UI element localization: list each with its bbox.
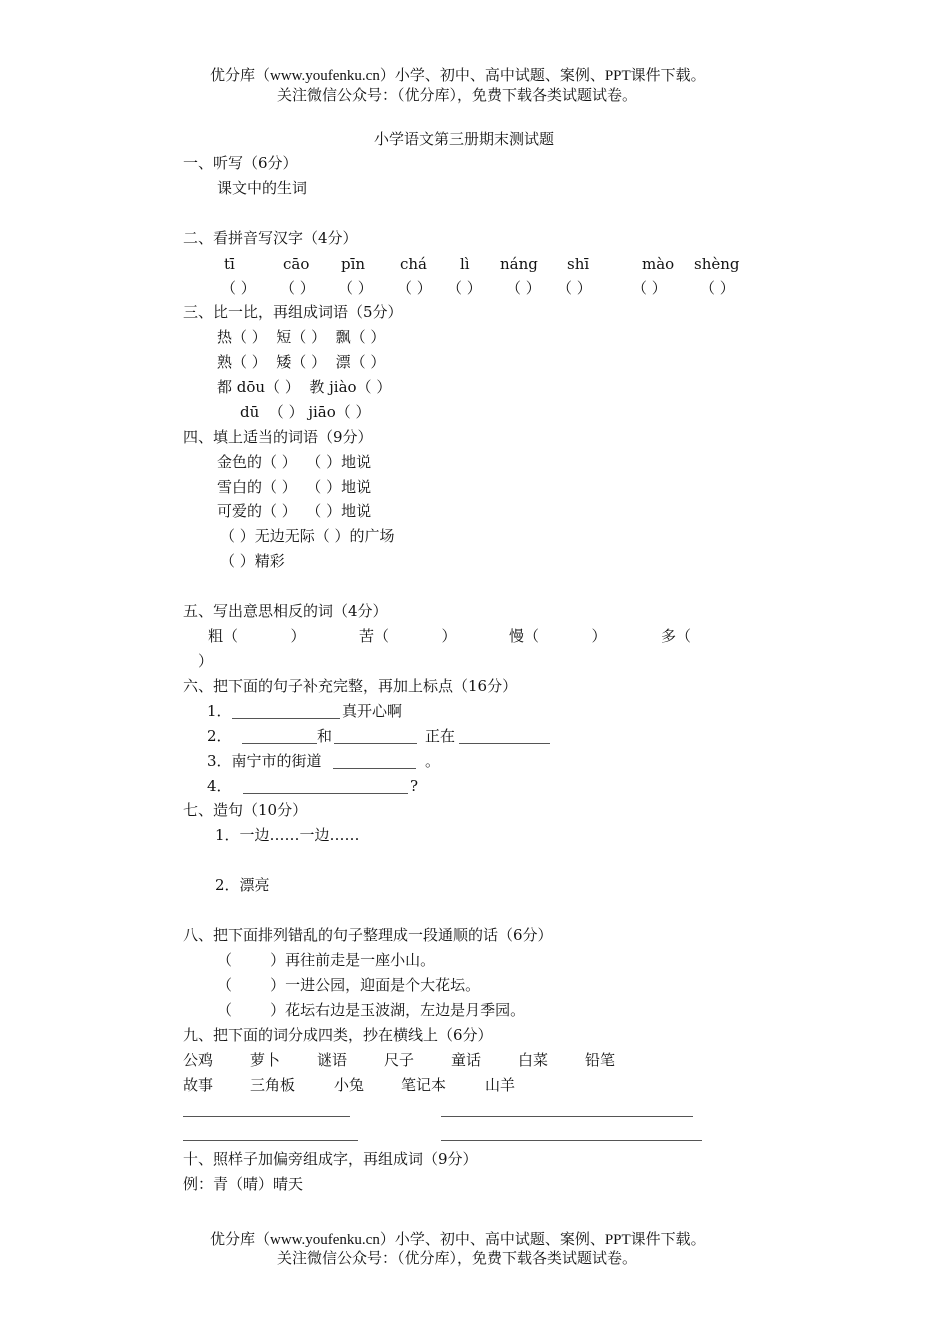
- section-8-row: （ ）再往前走是一座小山。: [217, 951, 436, 969]
- answer-blank: （ ）: [338, 279, 373, 297]
- item-number: 4．: [207, 777, 232, 795]
- section-4-row: （ ）无边无际（ ）的广场: [220, 527, 395, 545]
- word-item: 萝卜: [250, 1051, 281, 1069]
- section-8-row: （ ）花坛右边是玉波湖，左边是月季园。: [217, 1001, 526, 1019]
- section-1-heading: 一、听写（6分）: [183, 154, 298, 172]
- word-item: 尺子: [384, 1051, 415, 1069]
- pinyin-item: tī: [224, 255, 235, 273]
- answer-blank: （ ）: [557, 279, 592, 297]
- fill-line: [334, 743, 417, 744]
- header-line-2: 关注微信公众号：（优分库），免费下载各类试题试卷。: [277, 88, 638, 104]
- section-4-row: 雪白的（ ） （ ）地说: [217, 478, 372, 496]
- answer-line: [183, 1140, 358, 1141]
- answer-line: [441, 1116, 693, 1117]
- section-10-heading: 十、照样子加偏旁组成字，再组成词（9分）: [183, 1150, 478, 1168]
- section-3-row: 都 dōu（ ） 教 jiào（ ）: [217, 378, 392, 396]
- section-2-heading: 二、看拼音写汉字（4分）: [183, 229, 358, 247]
- answer-line: [183, 1116, 350, 1117]
- fill-line: [333, 768, 416, 769]
- section-9-heading: 九、把下面的词分成四类，抄在横线上（6分）: [183, 1026, 493, 1044]
- word-item: 山羊: [485, 1076, 516, 1094]
- sentence-text: 和: [317, 727, 333, 745]
- footer-line-1: 优分库（www.youfenku.cn）小学、初中、高中试题、案例、PPT课件下载。: [210, 1232, 706, 1248]
- antonym-item: 苦（ ）: [359, 627, 457, 645]
- item-number: 2．: [207, 727, 232, 745]
- fill-line: [459, 743, 550, 744]
- footer-line-2: 关注微信公众号：（优分库），免费下载各类试题试卷。: [277, 1251, 638, 1267]
- section-1-line: 课文中的生词: [217, 179, 308, 197]
- sentence-text: ?: [410, 777, 419, 795]
- antonym-tail: ）: [198, 652, 214, 670]
- sentence-text: 3．南宁市的街道: [207, 752, 322, 770]
- antonym-item: 慢（ ）: [509, 627, 607, 645]
- answer-blank: （ ）: [397, 279, 432, 297]
- fill-line: [232, 718, 340, 719]
- pinyin-item: pīn: [341, 255, 366, 273]
- pinyin-item: náng: [500, 255, 538, 273]
- section-3-row: 热（ ） 短（ ） 飘（ ）: [217, 328, 386, 346]
- word-item: 笔记本: [401, 1076, 447, 1094]
- sentence-text: 正在: [425, 727, 456, 745]
- section-4-heading: 四、填上适当的词语（9分）: [183, 428, 373, 446]
- fill-line: [243, 793, 408, 794]
- pinyin-item: cāo: [283, 255, 310, 273]
- word-item: 公鸡: [183, 1051, 214, 1069]
- word-item: 三角板: [250, 1076, 296, 1094]
- pinyin-item: chá: [400, 255, 428, 273]
- page-title: 小学语文第三册期末测试题: [374, 130, 555, 148]
- word-item: 铅笔: [585, 1051, 616, 1069]
- answer-blank: （ ）: [632, 279, 667, 297]
- word-item: 小兔: [334, 1076, 365, 1094]
- answer-blank: （ ）: [506, 279, 541, 297]
- section-7-heading: 七、造句（10分）: [183, 801, 308, 819]
- section-4-row: 可爱的（ ） （ ）地说: [217, 502, 372, 520]
- pinyin-item: shī: [567, 255, 590, 273]
- section-8-heading: 八、把下面排列错乱的句子整理成一段通顺的话（6分）: [183, 926, 553, 944]
- sentence-text: 真开心啊: [342, 702, 403, 720]
- section-3-row: dū （ ） jiāo（ ）: [240, 403, 371, 421]
- section-5-heading: 五、写出意思相反的词（4分）: [183, 602, 388, 620]
- pinyin-item: lì: [460, 255, 470, 273]
- section-4-row: 金色的（ ） （ ）地说: [217, 453, 372, 471]
- word-item: 童话: [451, 1051, 482, 1069]
- word-item: 谜语: [317, 1051, 348, 1069]
- item-number: 1．: [207, 702, 232, 720]
- sentence-text: 。: [425, 752, 441, 770]
- pinyin-item: mào: [642, 255, 675, 273]
- answer-blank: （ ）: [280, 279, 315, 297]
- answer-blank: （ ）: [700, 279, 735, 297]
- section-6-heading: 六、把下面的句子补充完整，再加上标点（16分）: [183, 677, 518, 695]
- section-7-line: 2．漂亮: [215, 876, 270, 894]
- answer-blank: （ ）: [447, 279, 482, 297]
- fill-line: [242, 743, 317, 744]
- section-3-heading: 三、比一比，再组成词语（5分）: [183, 303, 403, 321]
- answer-blank: （ ）: [221, 279, 256, 297]
- section-10-example: 例：青（晴）晴天: [183, 1175, 304, 1193]
- section-8-row: （ ）一进公园，迎面是个大花坛。: [217, 976, 481, 994]
- section-3-row: 熟（ ） 矮（ ） 漂（ ）: [217, 353, 386, 371]
- word-item: 故事: [183, 1076, 214, 1094]
- section-4-row: （ ）精彩: [220, 552, 285, 570]
- header-line-1: 优分库（www.youfenku.cn）小学、初中、高中试题、案例、PPT课件下载。: [210, 68, 706, 84]
- pinyin-item: shèng: [694, 255, 740, 273]
- word-item: 白菜: [518, 1051, 549, 1069]
- section-7-line: 1．一边……一边……: [215, 826, 360, 844]
- antonym-item: 粗（ ）: [208, 627, 306, 645]
- answer-line: [441, 1140, 702, 1141]
- antonym-item: 多（: [661, 627, 692, 645]
